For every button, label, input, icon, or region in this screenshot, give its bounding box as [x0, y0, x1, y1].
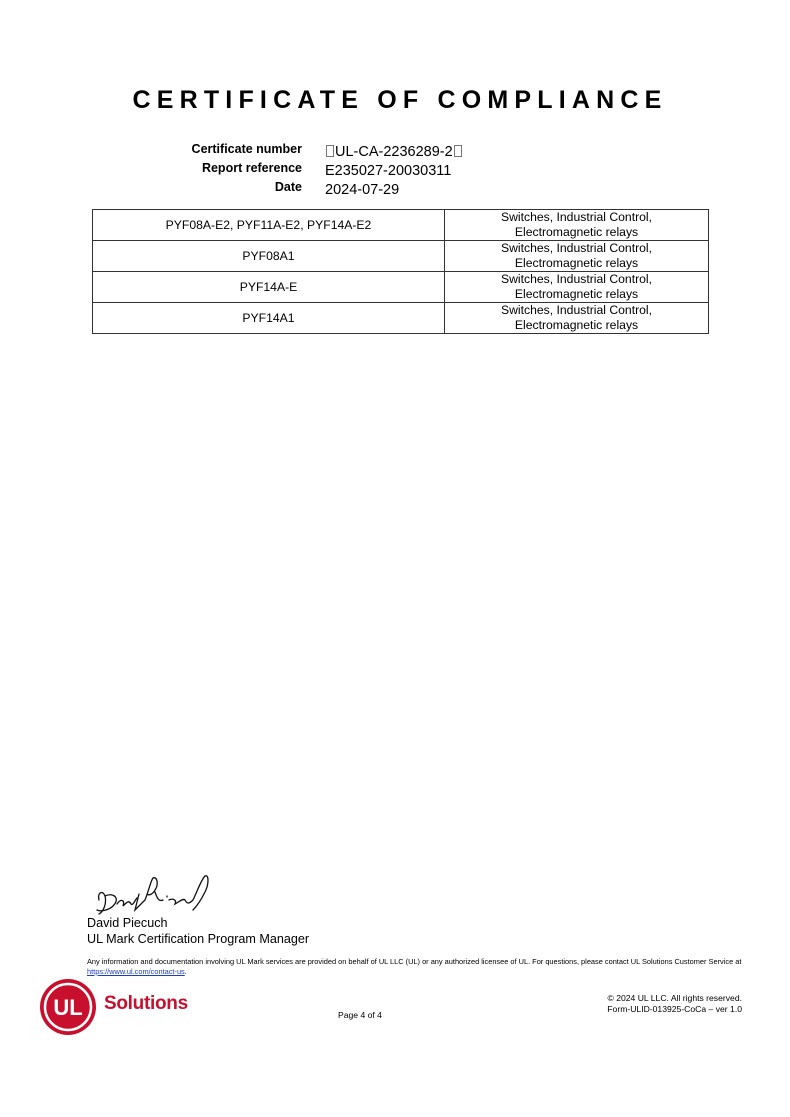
product-category	[445, 272, 709, 303]
report-reference-value: E235027-20030311	[325, 163, 452, 179]
meta-row-date	[150, 178, 463, 197]
missing-glyph-icon	[326, 145, 334, 157]
certificate-number-label: Certificate number	[191, 142, 302, 156]
signer-block	[87, 915, 309, 947]
meta-row-report-reference	[150, 159, 463, 178]
certificate-number-value	[325, 140, 463, 160]
category-line: Switches, Industrial Control,	[500, 210, 653, 224]
copyright-block	[607, 993, 742, 1014]
contact-link[interactable]: https://www.ul.com/contact-us	[87, 966, 185, 976]
disclaimer-end: .	[184, 966, 187, 976]
certificate-number-text: UL-CA-2236289-2	[335, 144, 453, 160]
category-line: Switches, Industrial Control,	[500, 272, 653, 286]
document-title: CERTIFICATE OF COMPLIANCE	[132, 86, 668, 114]
category-line: Switches, Industrial Control,	[500, 241, 653, 255]
category-line: Electromagnetic relays	[514, 225, 639, 239]
signature-image	[93, 870, 218, 918]
ul-mark-text: UL	[53, 995, 83, 1020]
category-line: Electromagnetic relays	[514, 318, 639, 332]
copyright-text: © 2024 UL LLC. All rights reserved.	[607, 993, 742, 1003]
table-row	[93, 303, 709, 334]
date-label: Date	[274, 180, 302, 194]
logo-wordmark: Solutions	[104, 993, 188, 1014]
products-table	[92, 209, 709, 334]
category-line: Electromagnetic relays	[514, 256, 639, 270]
product-category	[445, 241, 709, 272]
report-reference-label: Report reference	[201, 161, 302, 175]
table-row	[93, 272, 709, 303]
product-model: PYF08A-E2, PYF11A-E2, PYF14A-E2	[93, 210, 445, 241]
missing-glyph-icon	[454, 145, 462, 157]
category-line: Electromagnetic relays	[514, 287, 639, 301]
signer-role: UL Mark Certification Program Manager	[87, 932, 310, 946]
meta-row-certificate-number	[150, 140, 463, 159]
product-model: PYF14A1	[93, 303, 445, 334]
page-number: Page 4 of 4	[338, 1010, 382, 1020]
product-category	[445, 303, 709, 334]
certificate-meta	[150, 140, 463, 197]
table-row	[93, 210, 709, 241]
product-category	[445, 210, 709, 241]
form-id: Form-ULID-013925-CoCa – ver 1.0	[607, 1003, 742, 1014]
table-row	[93, 241, 709, 272]
disclaimer	[87, 957, 747, 976]
disclaimer-text: Any information and documentation involving UL Mark services are provided on behalf of UL LLC (UL) or any authorized licensee of UL. For questions, please contact UL Solutions Customer Service at	[87, 957, 742, 966]
product-model: PYF14A-E	[93, 272, 445, 303]
signer-name: David Piecuch	[87, 916, 168, 930]
product-model: PYF08A1	[93, 241, 445, 272]
category-line: Switches, Industrial Control,	[500, 303, 653, 317]
date-value: 2024-07-29	[325, 182, 400, 198]
